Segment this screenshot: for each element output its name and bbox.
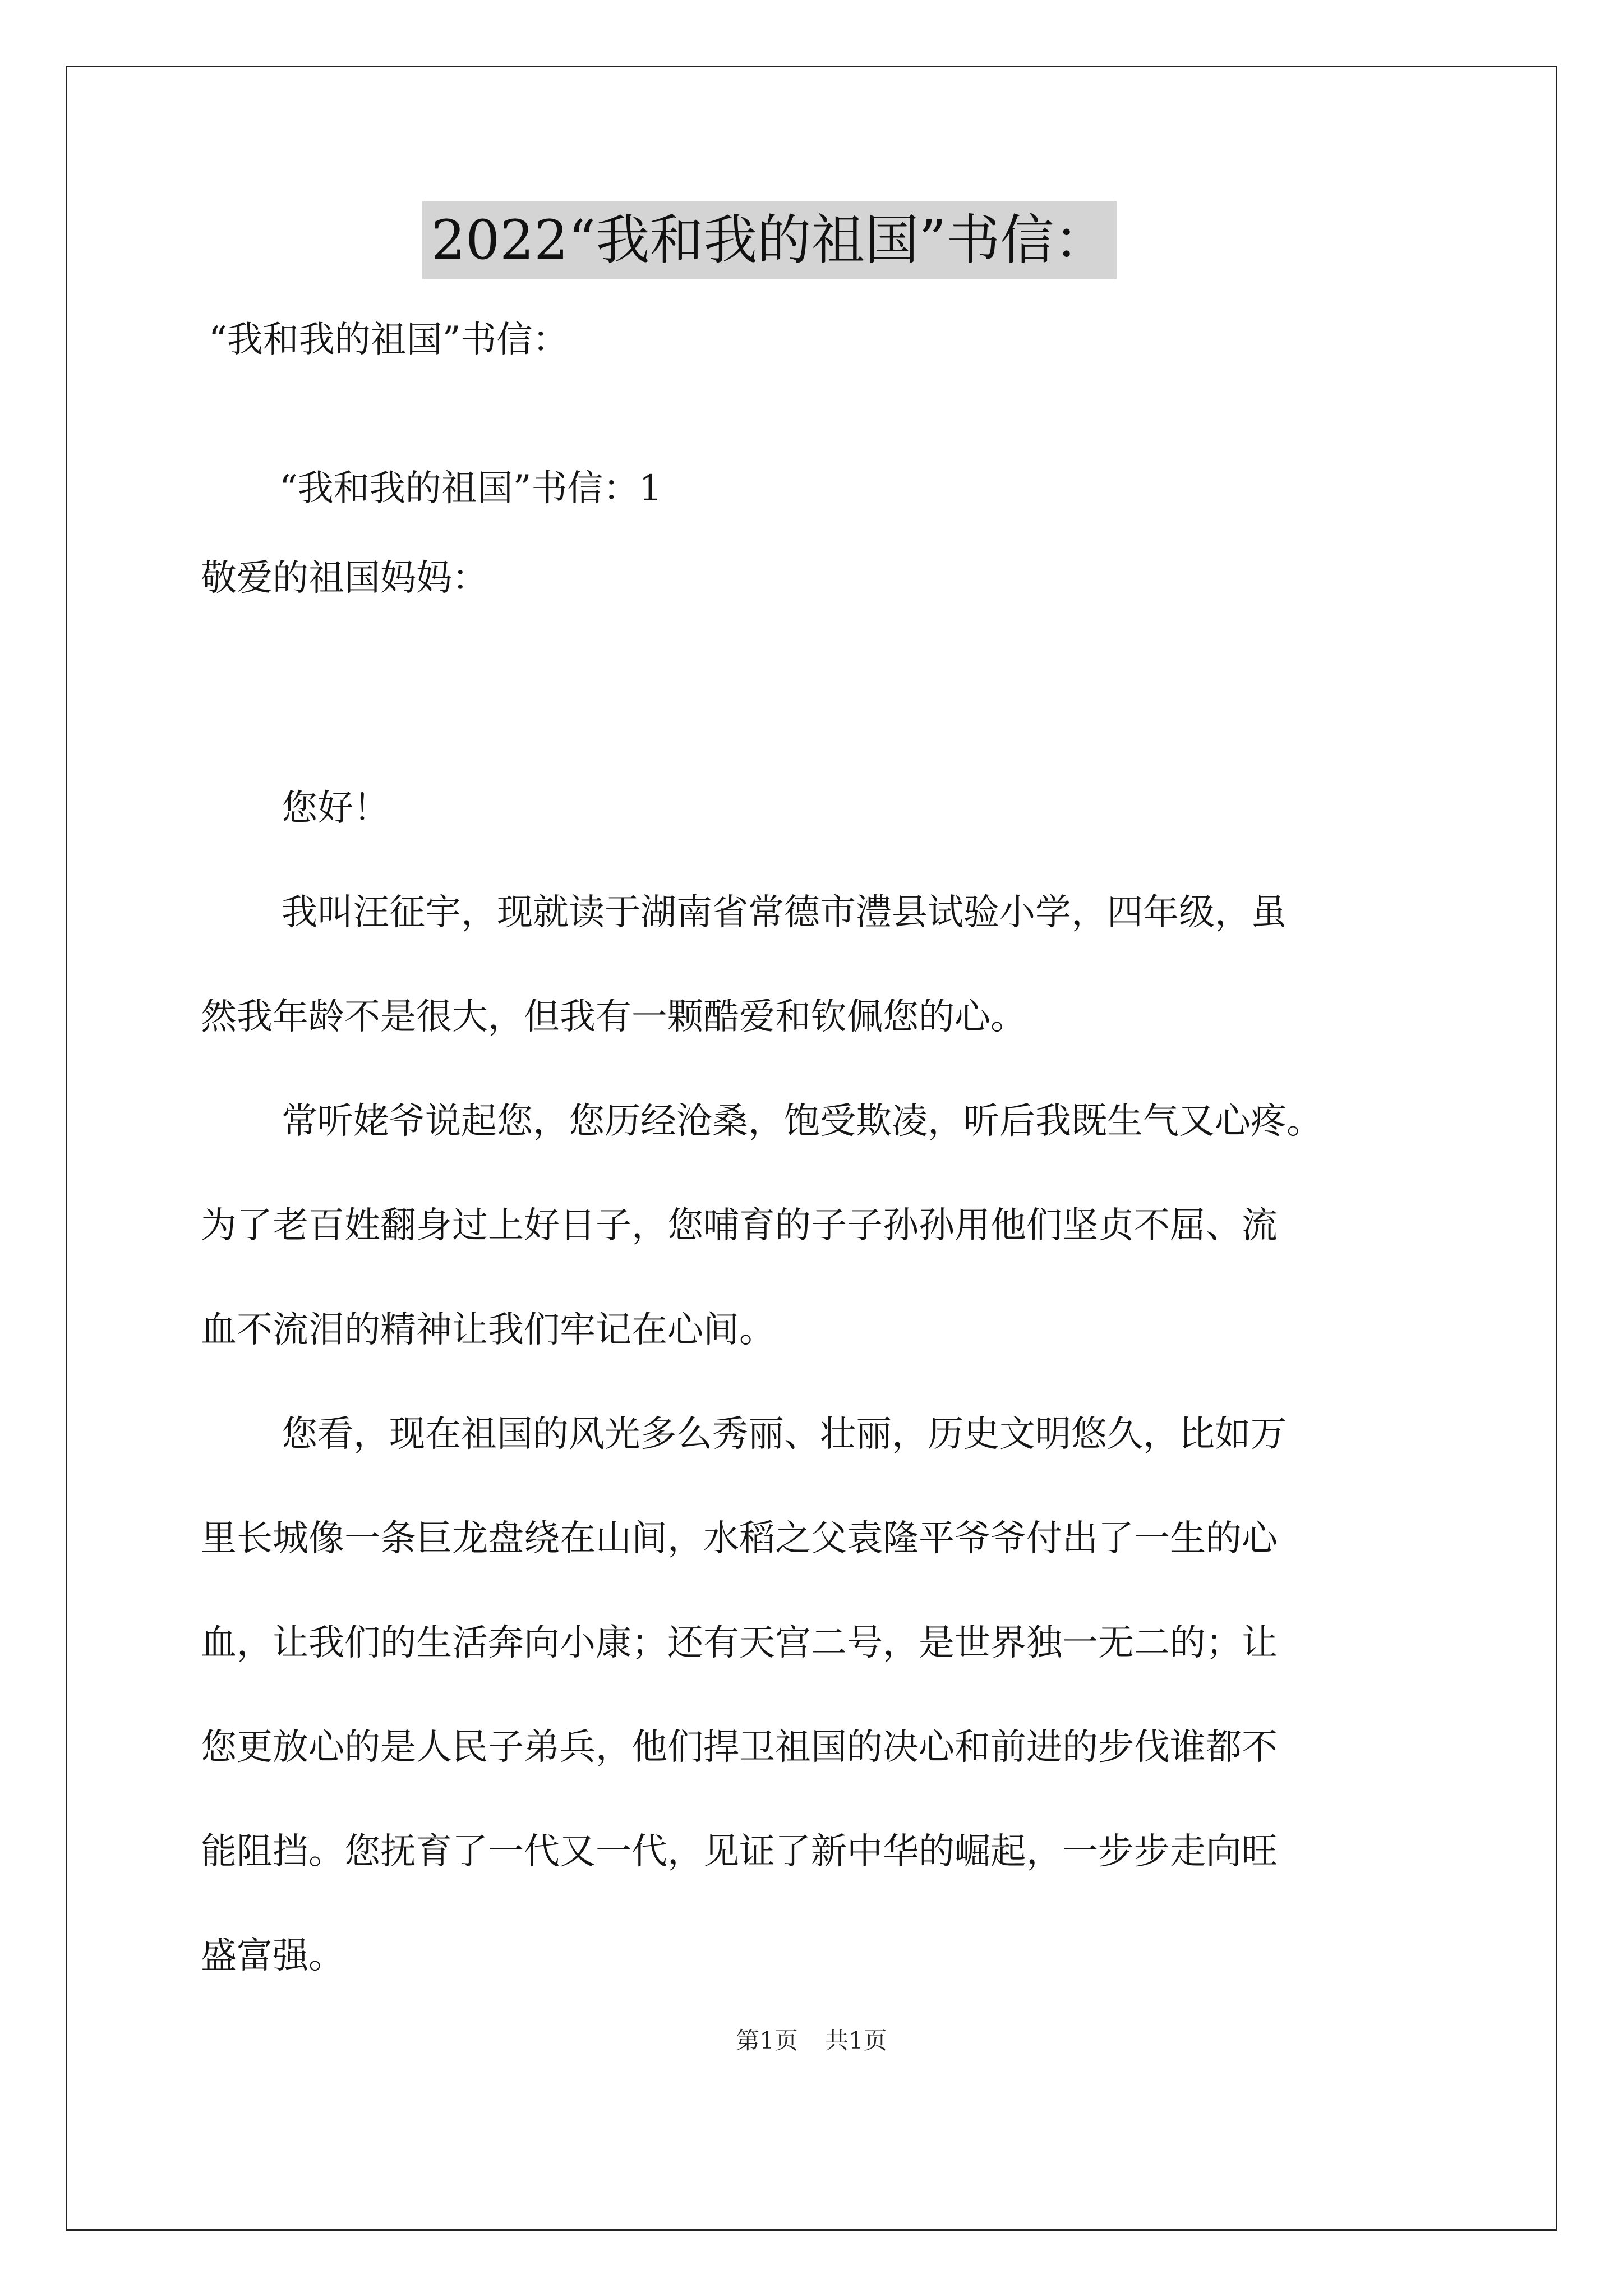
paragraph-line: 我叫汪征宇，现就读于湖南省常德市澧县试验小学，四年级，虽 <box>282 892 1287 933</box>
page-border <box>66 66 1557 2231</box>
document-title: 2022“我和我的祖国”书信： <box>422 201 1117 279</box>
paragraph-line: 盛富强。 <box>201 1935 344 1977</box>
page-count: 共1页 <box>825 2027 887 2054</box>
document-subtitle: “我和我的祖国”书信： <box>209 319 569 361</box>
section-heading: “我和我的祖国”书信：1 <box>279 468 662 509</box>
salutation: 敬爱的祖国妈妈： <box>201 558 488 599</box>
paragraph-line: 能阻挡。您抚育了一代又一代，见证了新中华的崛起，一步步走向旺 <box>201 1831 1278 1872</box>
paragraph-line: 然我年龄不是很大，但我有一颗酷爱和钦佩您的心。 <box>201 996 1026 1038</box>
paragraph-line: 常听姥爷说起您，您历经沧桑，饱受欺凌，听后我既生气又心疼。 <box>282 1101 1322 1142</box>
paragraph-line: 您更放心的是人民子弟兵，他们捍卫祖国的决心和前进的步伐谁都不 <box>201 1727 1278 1768</box>
page-number: 第1页 <box>736 2027 798 2054</box>
page-footer <box>0 2024 1623 2058</box>
paragraph-line: 为了老百姓翻身过上好日子，您哺育的子子孙孙用他们坚贞不屈、流 <box>201 1205 1278 1246</box>
paragraph-line: 血，让我们的生活奔向小康；还有天宫二号，是世界独一无二的；让 <box>201 1622 1278 1664</box>
paragraph-line: 里长城像一条巨龙盘绕在山间，水稻之父袁隆平爷爷付出了一生的心 <box>201 1518 1278 1559</box>
greeting: 您好！ <box>282 788 389 829</box>
paragraph-line: 血不流泪的精神让我们牢记在心间。 <box>201 1309 775 1351</box>
paragraph-line: 您看，现在祖国的风光多么秀丽、壮丽，历史文明悠久，比如万 <box>282 1414 1287 1455</box>
